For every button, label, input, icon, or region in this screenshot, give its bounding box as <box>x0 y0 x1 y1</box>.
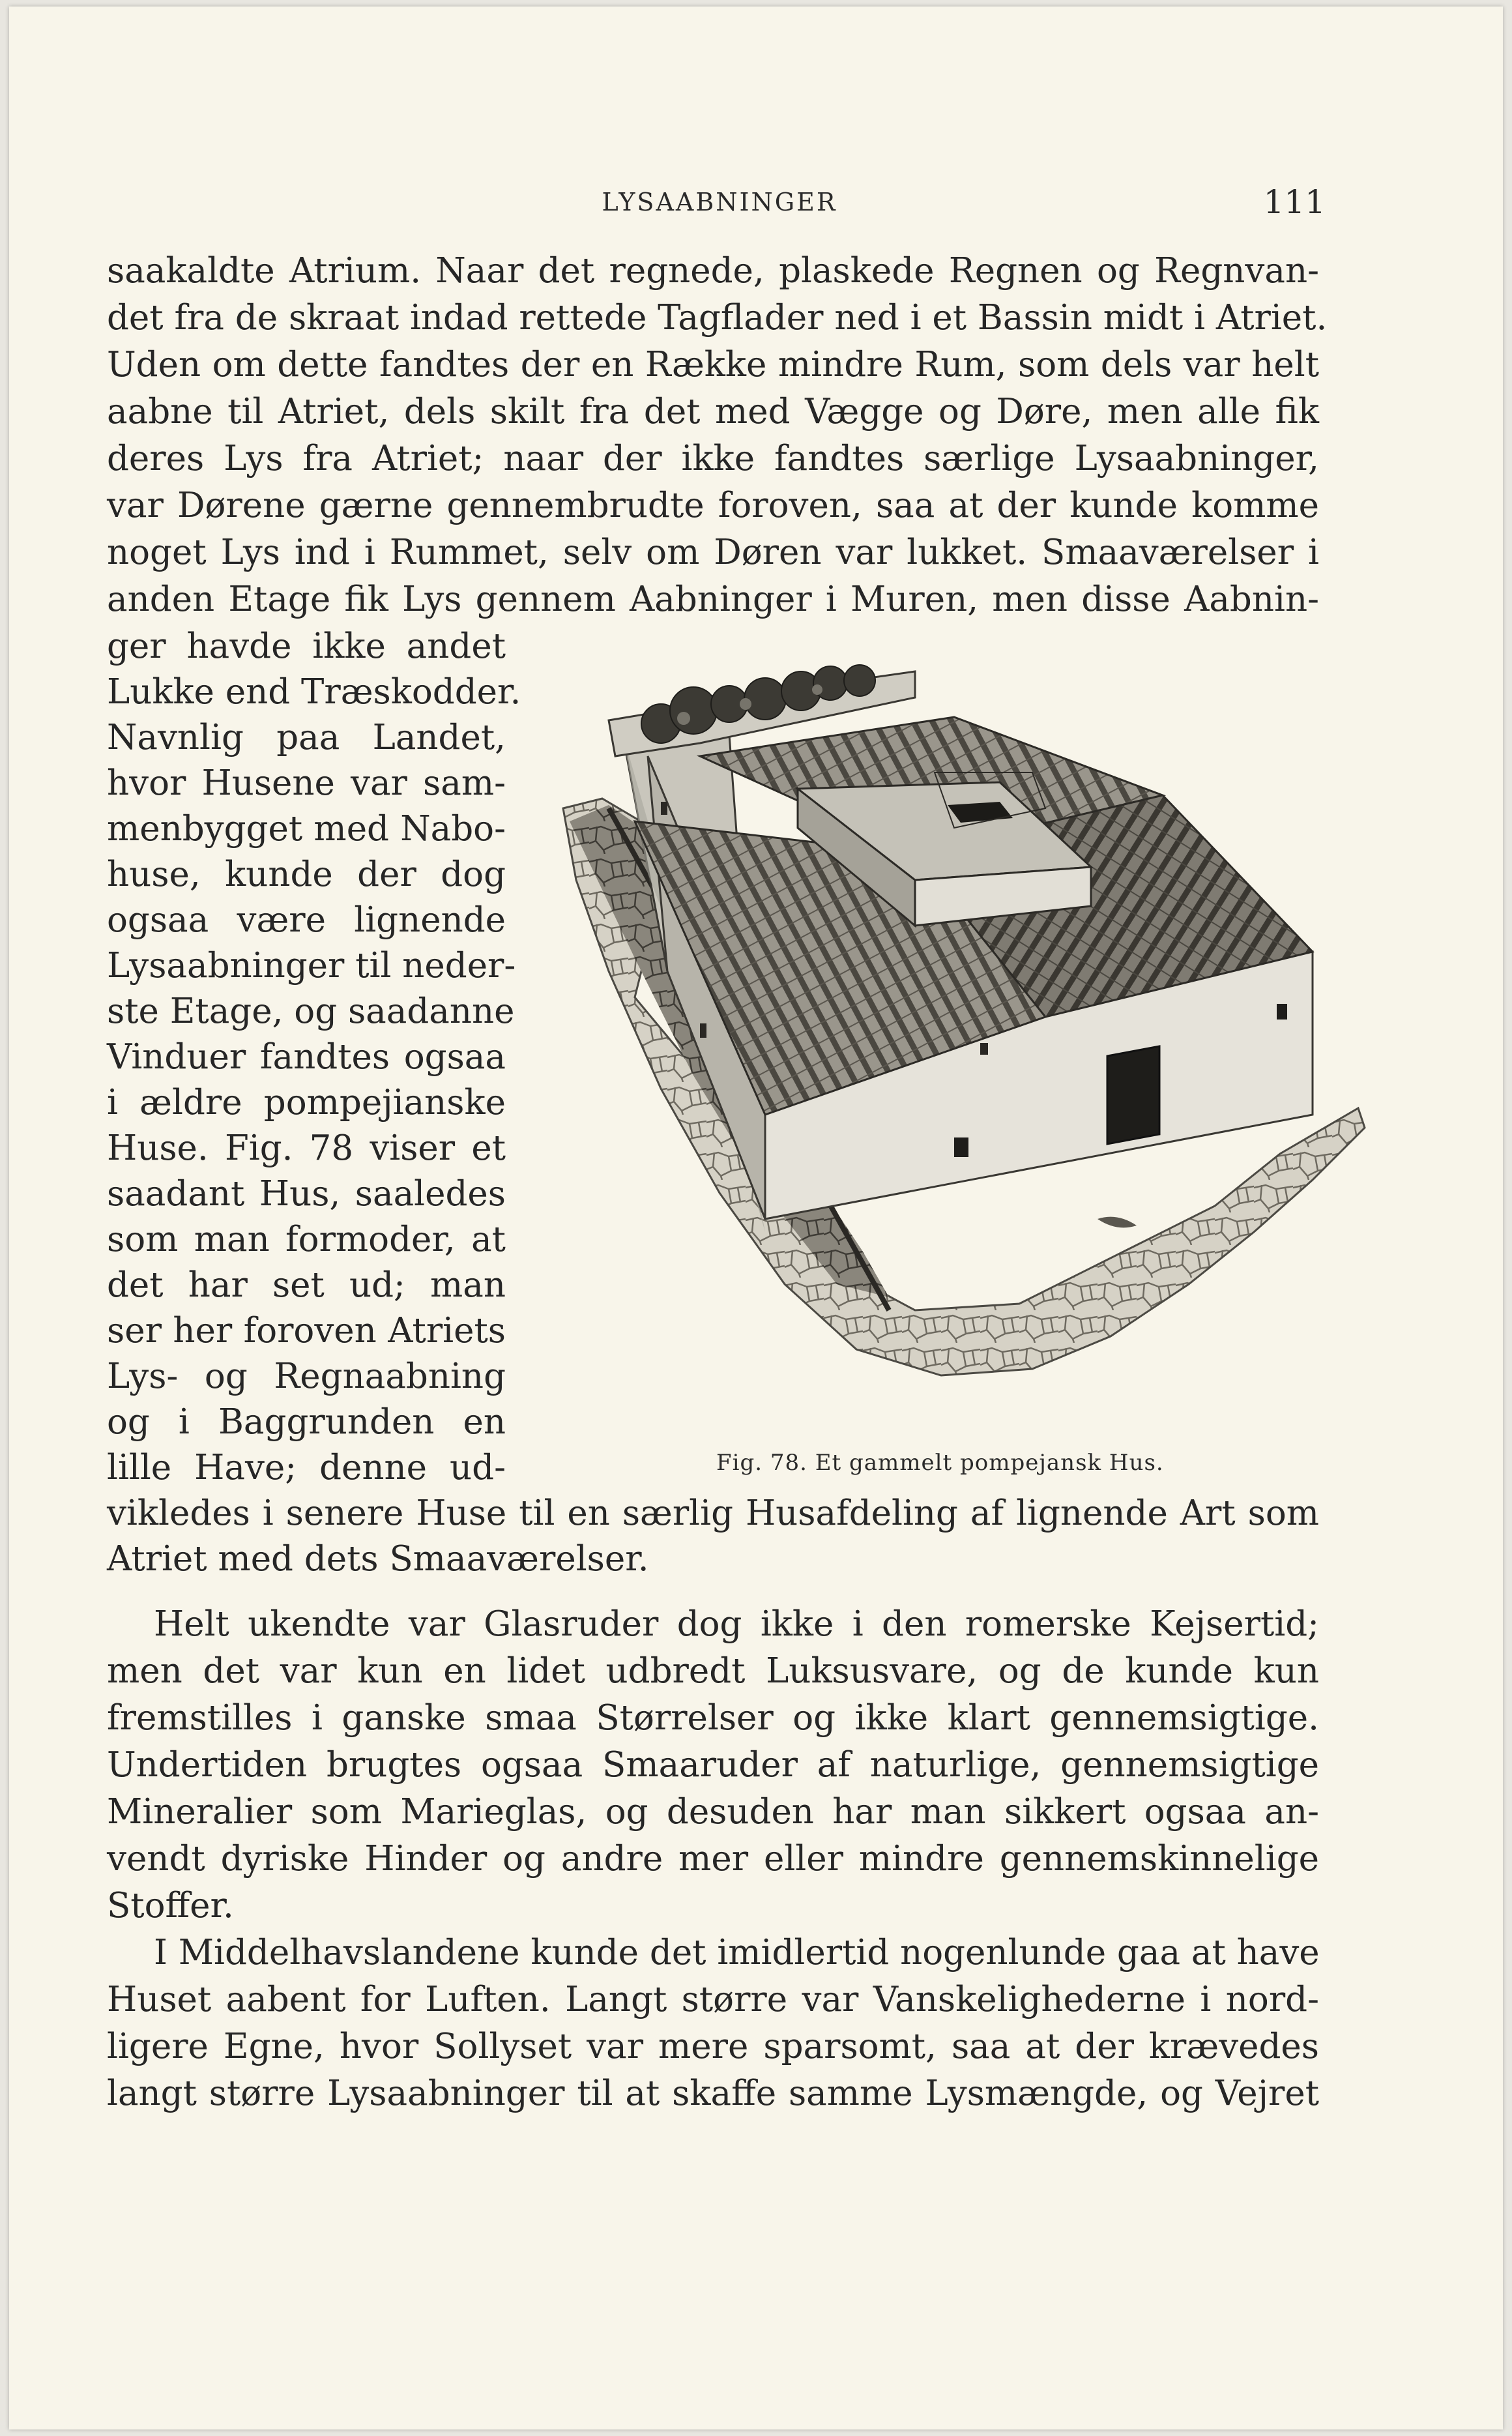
text-line: noget Lys ind i Rummet, selv om Døren var lukket. Smaaværelser i <box>107 533 1319 572</box>
text-line: Huse. Fig. 78 viser et <box>107 1128 506 1168</box>
text-line: huse, kunde der dog <box>107 855 506 894</box>
text-line: Lysaabninger til neder- <box>107 946 516 986</box>
text-line: anden Etage fik Lys gennem Aabninger i Muren, men disse Aabnin- <box>107 580 1319 619</box>
text-line: men det var kun en lidet udbredt Luksusvare, og de kunde kun <box>107 1651 1319 1691</box>
text-line: ligere Egne, hvor Sollyset var mere sparsomt, saa at der krævedes <box>107 2027 1319 2066</box>
figure-caption: Fig. 78. Et gammelt pompejansk Hus. <box>716 1450 1164 1476</box>
text-line: langt større Lysaabninger til at skaffe samme Lysmængde, og Vejret <box>107 2074 1319 2113</box>
text-line: Huset aabent for Luften. Langt større var Vanskelighederne i nord- <box>107 1980 1319 2019</box>
text-line: det har set ud; man <box>107 1265 506 1305</box>
text-line: ser her foroven Atriets <box>107 1311 506 1351</box>
text-line: Uden om dette fandtes der en Række mindre Rum, som dels var helt <box>107 345 1319 385</box>
text-line: Undertiden brugtes ogsaa Smaaruder af naturlige, gennemsigtige <box>107 1745 1319 1785</box>
house-illustration <box>550 658 1371 1428</box>
text-line: det fra de skraat indad rettede Tagflader ned i et Bassin midt i Atriet. <box>107 298 1328 338</box>
text-line: saadant Hus, saaledes <box>107 1174 506 1214</box>
text-line: Lukke end Træskodder. <box>107 672 521 712</box>
text-line: deres Lys fra Atriet; naar der ikke fandtes særlige Lysaabninger, <box>107 439 1319 478</box>
text-line: og i Baggrunden en <box>107 1402 506 1442</box>
text-line: fremstilles i ganske smaa Størrelser og ikke klart gennemsigtige. <box>107 1698 1319 1738</box>
text-line: Vinduer fandtes ogsaa <box>107 1037 506 1077</box>
text-line: saakaldte Atrium. Naar det regnede, plaskede Regnen og Regnvan- <box>107 251 1319 291</box>
text-line: Mineralier som Marieglas, og desuden har man sikkert ogsaa an- <box>107 1792 1319 1832</box>
text-line: Navnlig paa Landet, <box>107 718 506 757</box>
page-header <box>113 183 1326 222</box>
text-line: ger havde ikke andet <box>107 626 506 666</box>
text-line: var Dørene gærne gennembrudte foroven, saa at der kunde komme <box>107 486 1319 525</box>
text-line: Lys- og Regnaabning <box>107 1357 506 1396</box>
page-number: 111 <box>1263 183 1326 221</box>
text-line: aabne til Atriet, dels skilt fra det med Vægge og Døre, men alle fik <box>107 392 1319 432</box>
text-line: vikledes i senere Huse til en særlig Husafdeling af lignende Art som <box>107 1493 1319 1533</box>
text-line: vendt dyriske Hinder og andre mer eller mindre gennemskinnelige <box>107 1839 1319 1879</box>
text-line: I Middelhavslandene kunde det imidlertid nogenlunde gaa at have <box>154 1933 1320 1973</box>
text-line: Atriet med dets Smaaværelser. <box>107 1539 649 1579</box>
running-title: LYSAABNINGER <box>602 188 837 216</box>
text-line: lille Have; denne ud- <box>107 1448 506 1488</box>
text-line: Stoffer. <box>107 1886 234 1926</box>
text-line: ste Etage, og saadanne <box>107 991 515 1031</box>
text-line: i ældre pompejianske <box>107 1083 506 1123</box>
text-line: hvor Husene var sam- <box>107 763 506 803</box>
text-line: Helt ukendte var Glasruder dog ikke i den romerske Kejsertid; <box>154 1604 1319 1644</box>
text-line: ogsaa være lignende <box>107 900 506 940</box>
book-page <box>9 7 1503 2429</box>
text-line: som man formoder, at <box>107 1220 506 1259</box>
text-line: menbygget med Nabo- <box>107 809 506 849</box>
